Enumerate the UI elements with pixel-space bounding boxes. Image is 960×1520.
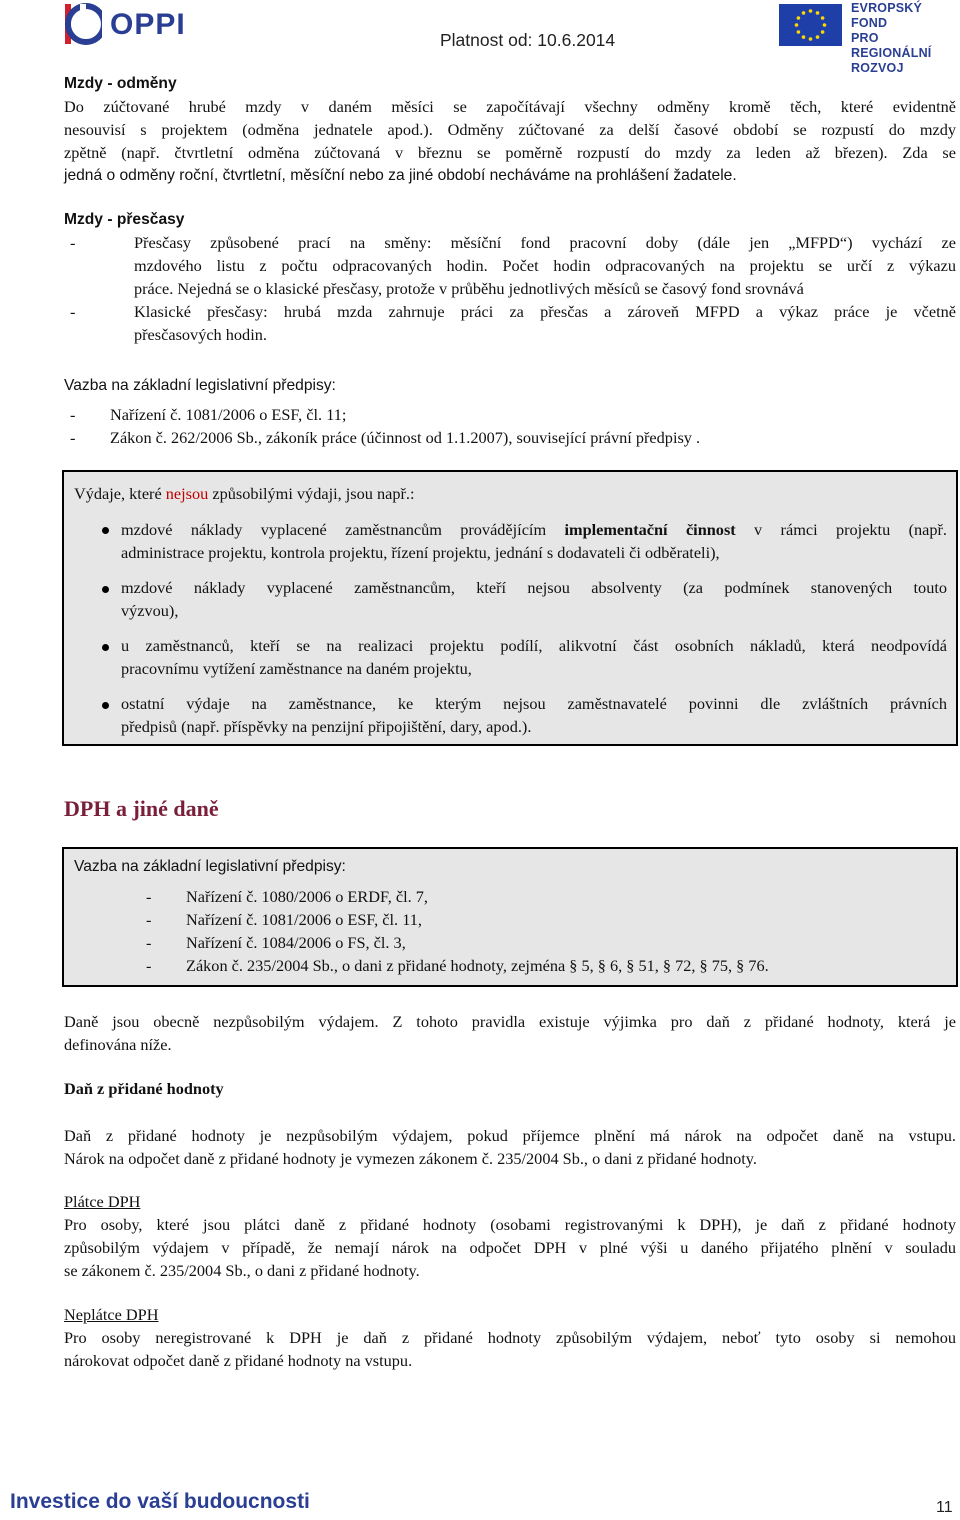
list-item: - Přesčasy způsobené prací na směny: měsíční fond pracovní doby (dále jen „MFPD“) vychází ze mzdového listu z počtu odpracovaných hodin. Počet hodin odpracovaných na projektu se určí z výkazu práce. Nejedná se o klasické přesčasy, protože v průběhu jednotlivých měsíců se časový fond srovnává	[70, 233, 956, 298]
list-item: ostatní výdaje na zaměstnance, ke kterým nejsou zaměstnavatelé povinni dle zvláštních právních předpisů (např. příspěvky na penzijní připojištění, dary, apod.).	[121, 694, 947, 736]
legislation-list	[146, 885, 769, 977]
footer-slogan: Investice do vaší budoucnosti	[10, 1490, 310, 1513]
section-mzdy-prescasy	[64, 208, 956, 346]
oppi-logo	[64, 2, 186, 46]
list-item: - Zákon č. 235/2004 Sb., o dani z přidané hodnoty, zejména § 5, § 6, § 51, § 72, § 75, § 76.	[146, 956, 769, 975]
heading-dph: DPH a jiné daně	[64, 796, 219, 821]
paragraph-line: nesouvisí s projektem (odměna jednatele apod.). Odměny zúčtované za delší časové období se rozpustí do mzdy	[64, 120, 956, 139]
list-item: u zaměstnanců, kteří se na realizaci projektu podílí, alikvotní část osobních nákladů, která neodpovídá pracovnímu vytížení zaměstnance na daném projektu,	[121, 636, 947, 678]
legislation-heading: Vazba na základní legislativní předpisy:	[74, 858, 346, 875]
paragraph-line: zpětně (např. čtvrtletní odměna zúčtovaná v březnu se poměrně rozpustí do mzdy za leden až březen). Zda se	[64, 143, 956, 162]
box-nezpusobile-vydaje	[62, 470, 958, 746]
list-item: - Nařízení č. 1081/2006 o ESF, čl. 11,	[146, 910, 422, 929]
box-dph-legislativa	[62, 847, 958, 987]
paragraph-dan: Daň z přidané hodnoty je nezpůsobilým výdajem, pokud příjemce plnění má nárok na odpočet daně na vstupu. Nárok na odpočet daně z přidané hodnoty je vymezen zákonem č. 235/2004 Sb., o dani z přidané hodnoty.	[64, 1126, 956, 1168]
list-item: - Klasické přesčasy: hrubá mzda zahrnuje práci za přesčas a zároveň MFPD a výkaz práce je včetně přesčasových hodin.	[70, 302, 956, 344]
paragraph-line: jedná o odměny roční, čtvrtletní, měsíční nebo za jiné období necháváme na prohlášení žadatele.	[64, 167, 737, 184]
list-item: - Nařízení č. 1080/2006 o ERDF, čl. 7,	[146, 887, 428, 906]
section-neplatce-dph: Neplátce DPH Pro osoby neregistrované k DPH je daň z přidané hodnoty způsobilým výdajem, neboť tyto osoby si nemohou nárokovat odpočet daně z přidané hodnoty na vstupu.	[64, 1305, 956, 1370]
box-intro: Výdaje, které nejsou způsobilými výdaji, jsou např.:	[74, 484, 415, 503]
list-item: - Zákon č. 262/2006 Sb., zákoník práce (účinnost od 1.1.2007), související právní předpisy .	[70, 428, 701, 447]
section-platce-dph: Plátce DPH Pro osoby, které jsou plátci daně z přidané hodnoty (osobami registrovanými k DPH), je daň z přidané hodnoty způsobilým výdajem v případě, že nemají nárok na odpočet DPH v plné výši u daného přijatého plnění v souladu se zákonem č. 235/2004 Sb., o dani z přidané hodnoty.	[64, 1192, 956, 1280]
legislation-heading: Vazba na základní legislativní předpisy:	[64, 377, 336, 394]
section-vazba-legislativa	[64, 374, 956, 449]
bullet-icon	[102, 644, 109, 651]
oppi-logo-icon	[64, 2, 102, 46]
bullet-icon	[102, 586, 109, 593]
eu-flag-icon	[779, 4, 842, 46]
section-mzdy-odmeny	[64, 72, 956, 187]
heading-platce-dph: Plátce DPH	[64, 1192, 141, 1211]
list-item: - Nařízení č. 1084/2006 o FS, čl. 3,	[146, 933, 406, 952]
eu-fund-label: EVROPSKÝ FOND PRO REGIONÁLNÍ ROZVOJ	[851, 1, 932, 75]
page-number: 11	[936, 1499, 953, 1516]
list-item: - Nařízení č. 1081/2006 o ESF, čl. 11;	[70, 405, 347, 424]
heading-mzdy-odmeny: Mzdy - odměny	[64, 75, 177, 92]
bullet-icon	[102, 527, 109, 534]
validity-date: Platnost od: 10.6.2014	[440, 30, 616, 50]
heading-dan-z-pridane-hodnoty: Daň z přidané hodnoty	[64, 1079, 224, 1098]
page-header	[0, 0, 960, 75]
paragraph-line: Do zúčtované hrubé mzdy v daném měsíci se započítávají všechny odměny kromě těch, které evidentně	[64, 97, 956, 116]
heading-mzdy-prescasy: Mzdy - přesčasy	[64, 211, 185, 228]
oppi-logo-text: OPPI	[110, 7, 186, 41]
paragraph-dane: Daně jsou obecně nezpůsobilým výdajem. Z tohoto pravidla existuje výjimka pro daň z přidané hodnoty, která je definována níže.	[64, 1012, 956, 1054]
bullet-icon	[102, 702, 109, 709]
list-item: mzdové náklady vyplacené zaměstnancům, kteří nejsou absolventy (za podmínek stanovených touto výzvou),	[121, 578, 947, 620]
heading-neplatce-dph: Neplátce DPH	[64, 1305, 159, 1324]
list-item: mzdové náklady vyplacené zaměstnancům provádějícím implementační činnost v rámci projektu (např. administrace projektu, kontrola projektu, řízení projektu, jednání s dodavateli či odběrateli),	[121, 520, 947, 562]
